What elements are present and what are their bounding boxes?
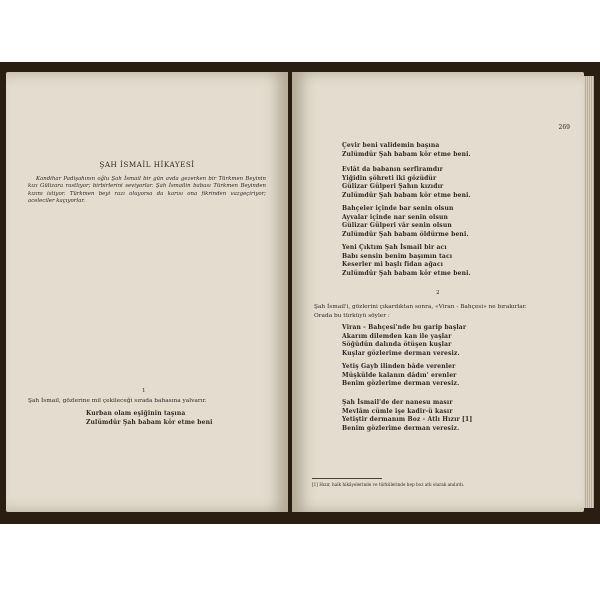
right-page — [292, 72, 584, 512]
stanza-1: Çevir beni validemin başına Zulümdür Şah babam kör etme beni. — [342, 142, 471, 158]
stanza-7: Şah İsmail'de der nanesu masır Mevlâm cümle işe kadir-ü kasır Yetiştir dermanım Boz - Atlı Hızır [1] Benim gözlerime derman veresiz. — [342, 399, 473, 432]
stanza-2: Evlât da babanın serfiramdır Yiğidin şöhreti iki gözüdür Gülizar Gülperi Şahın kızıdır Zulümdür Şah babam kör etme beni. — [342, 166, 471, 199]
section-intro-1: Şah İsmail'i, gözlerini çıkardıktan sonra, «Viran - Bahçesi» ne bırakırlar. — [314, 304, 527, 310]
open-book — [0, 62, 600, 524]
prose-paragraph: Kandihar Padişahının oğlu Şah İsmail bir gün avda gezerken bir Türkmen Beyinin kızı Gülizara rastlıyor; birbirlerini seviyorlar. Şah İsmailin babası Türkmen Beyinden kızını istiyor. Türkmen beyi razı oluyorsa da karısı ona fikrinden vazgeçiriyor; aceleciler kaçıyorlar. — [28, 176, 266, 205]
section-intro-2: Orada bu türküyü söyler : — [314, 313, 390, 319]
story-title: ŞAH İSMAİL HİKAYESİ — [99, 160, 195, 169]
page-edges — [584, 76, 594, 508]
left-page — [6, 72, 288, 512]
footnote: [1] Hızır, halk hikâyelerinde ve türkülerinde hep boz atlı olarak anılırdı. — [312, 482, 465, 487]
page-number: 269 — [558, 124, 570, 131]
stanza-6: Yetiş Gayb ilinden bâde verenler Müşkülde kalanın dâdın' erenler Benim gözlerime derman veresiz. — [342, 363, 460, 387]
stanza-3: Bahçeler içinde bar senin olsun Ayvalar içinde nar senin olsun Gülizar Gülperi vâr senin olsun Zulümdür Şah babam öldürme beni. — [342, 205, 469, 238]
section-number-2: 2 — [436, 290, 440, 296]
stanza-4: Yeni Çıktım Şah İsmail bir acı Babı sensin benim başımın tacı Keserler mi başlı fidan ağacı Zulümdür Şah babam kör etme beni. — [342, 244, 471, 277]
footnote-rule — [312, 478, 382, 479]
stanza-5: Viran - Bahçesi'nde bu garip başlar Akarım dilemden kan ile yaşlar Söğüdün dalında ötüşen kuşlar Kuşlar gözlerime derman veresiz. — [342, 324, 467, 357]
section-intro: Şah İsmail, gözlerine mil çekileceği sırada babasına yalvarır. — [28, 398, 207, 404]
section-number-1: 1 — [142, 388, 146, 394]
verse-lines: Kurban olam eşiğinin taşına Zulümdür Şah babam kör etme beni — [86, 410, 213, 426]
